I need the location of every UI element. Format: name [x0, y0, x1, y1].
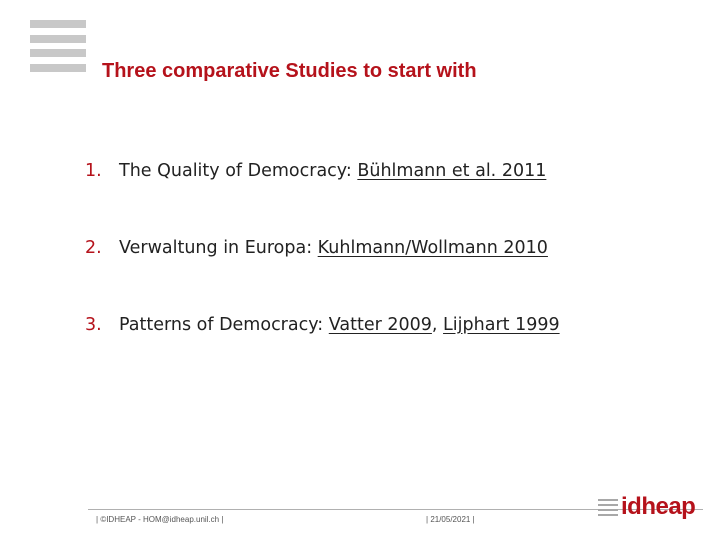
- footer-bar: |: [426, 515, 429, 524]
- study-text: Verwaltung in Europa:: [119, 238, 318, 258]
- study-reference-link-2[interactable]: Lijphart 1999: [443, 315, 560, 335]
- decorative-bars: [30, 20, 86, 78]
- study-number: 2.: [85, 238, 102, 258]
- bar-2: [30, 35, 86, 43]
- study-text: Patterns of Democracy:: [119, 315, 329, 335]
- study-item-3: [85, 315, 560, 392]
- logo-text: idheap: [621, 493, 696, 520]
- bar-4: [30, 64, 86, 72]
- study-reference-link[interactable]: Bühlmann et al. 2011: [357, 161, 547, 181]
- studies-list: [85, 161, 560, 392]
- footer-copyright-text: ©IDHEAP - HOM@idheap.unil.ch: [100, 515, 220, 524]
- footer-copyright: [96, 515, 223, 524]
- study-text: The Quality of Democracy:: [119, 161, 358, 181]
- study-reference-link[interactable]: Kuhlmann/Wollmann 2010: [317, 238, 548, 258]
- logo-lines-icon: [598, 497, 618, 517]
- footer-date-text: 21/05/2021: [430, 515, 471, 524]
- study-item-1: [85, 161, 560, 238]
- study-item-2: [85, 238, 560, 315]
- footer-bar: |: [472, 515, 475, 524]
- bar-1: [30, 20, 86, 28]
- footer-date: [426, 515, 475, 524]
- study-number: 3.: [85, 315, 102, 335]
- footer-bar: |: [221, 515, 224, 524]
- slide-title: Three comparative Studies to start with: [102, 60, 477, 82]
- footer-bar: |: [96, 515, 99, 524]
- reference-separator: ,: [431, 315, 444, 335]
- study-reference-link[interactable]: Vatter 2009: [328, 315, 432, 335]
- idheap-logo: [598, 494, 695, 520]
- bar-3: [30, 49, 86, 57]
- study-number: 1.: [85, 161, 102, 181]
